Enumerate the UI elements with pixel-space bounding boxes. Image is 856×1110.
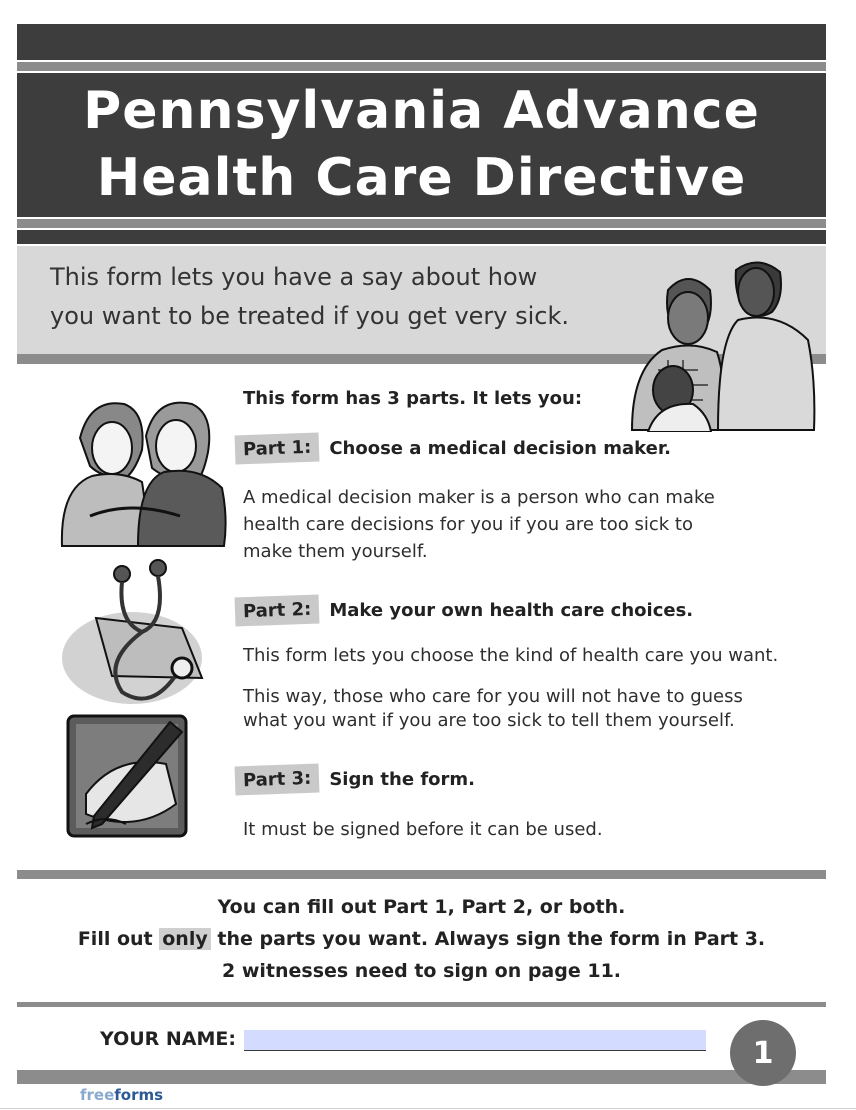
section-divider bbox=[17, 870, 826, 879]
notice-line-3: 2 witnesses need to sign on page 11. bbox=[221, 960, 622, 982]
brand-free: free bbox=[80, 1086, 115, 1104]
page-bottom-rule bbox=[0, 1108, 856, 1109]
stethoscope-illustration-icon bbox=[60, 558, 210, 708]
page-number-badge: 1 bbox=[730, 1020, 796, 1086]
freeforms-logo bbox=[80, 1086, 163, 1104]
part-1-text-line: health care decisions for you if you are too sick to bbox=[243, 514, 693, 535]
part-2-tag: Part 2: bbox=[235, 594, 320, 626]
notice-highlight: only bbox=[159, 928, 210, 950]
part-2-text-line: This way, those who care for you will not have to guess bbox=[243, 686, 743, 707]
parts-heading: This form has 3 parts. It lets you: bbox=[243, 388, 583, 409]
part-1-text-line: A medical decision maker is a person who can make bbox=[243, 487, 715, 508]
part-3-tag: Part 3: bbox=[235, 763, 320, 795]
page-title-line-2: Health Care Directive bbox=[96, 148, 747, 208]
part-1-heading bbox=[235, 430, 671, 466]
brand-forms: forms bbox=[114, 1086, 164, 1104]
header-stripe bbox=[17, 62, 826, 71]
part-1-description bbox=[243, 484, 818, 565]
intro-line-2: you want to be treated if you get very sick. bbox=[50, 302, 569, 330]
part-1-tag: Part 1: bbox=[235, 432, 320, 464]
intro-line-1: This form lets you have a say about how bbox=[50, 263, 538, 291]
part-2-text-line: what you want if you are too sick to tell them yourself. bbox=[243, 710, 735, 731]
part-3-heading bbox=[235, 761, 475, 797]
section-divider bbox=[17, 1002, 826, 1007]
part-3-description: It must be signed before it can be used. bbox=[243, 819, 603, 840]
header-stripe bbox=[17, 219, 826, 228]
part-2-description-2 bbox=[243, 685, 818, 733]
intro-text bbox=[50, 258, 610, 336]
part-1-title: Choose a medical decision maker. bbox=[329, 437, 671, 459]
notice-line-2 bbox=[17, 928, 826, 950]
part-3-title: Sign the form. bbox=[329, 768, 475, 790]
two-women-illustration-icon bbox=[60, 398, 228, 548]
footer-band bbox=[17, 1070, 826, 1084]
notice-line-1: You can fill out Part 1, Part 2, or both. bbox=[217, 896, 626, 918]
your-name-input[interactable] bbox=[244, 1030, 706, 1051]
header-top-band bbox=[17, 24, 826, 60]
notice-text: the parts you want. Always sign the form in Part 3. bbox=[217, 928, 766, 950]
hand-writing-pen-icon bbox=[66, 714, 188, 838]
part-2-heading bbox=[235, 592, 693, 628]
part-2-description: This form lets you choose the kind of health care you want. bbox=[243, 645, 779, 666]
notice-text: Fill out bbox=[77, 928, 153, 950]
page-title-line-1: Pennsylvania Advance bbox=[83, 81, 760, 141]
part-1-text-line: make them yourself. bbox=[243, 541, 428, 562]
family-illustration-icon bbox=[628, 250, 818, 432]
part-2-title: Make your own health care choices. bbox=[329, 599, 694, 621]
header-bottom-band bbox=[17, 230, 826, 244]
your-name-label: YOUR NAME: bbox=[100, 1028, 236, 1050]
